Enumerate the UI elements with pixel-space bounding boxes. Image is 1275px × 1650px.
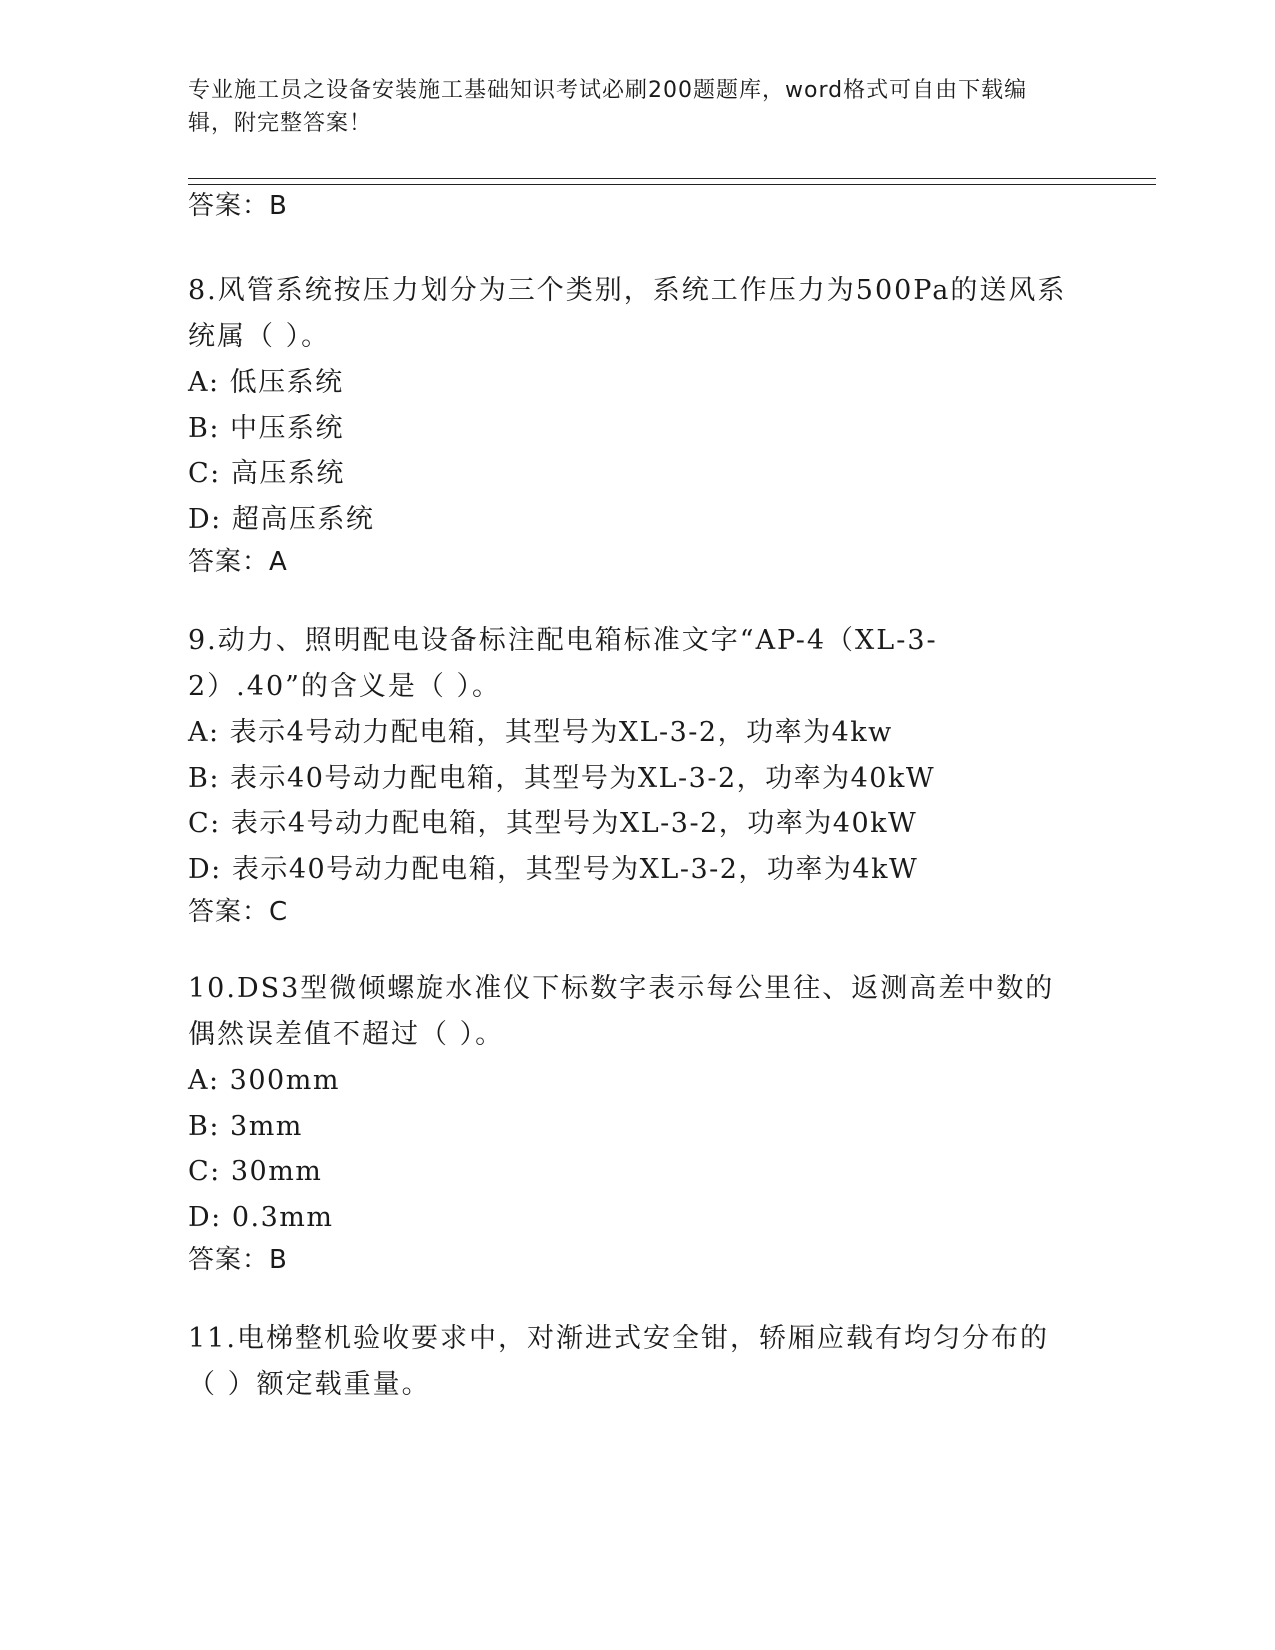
document-header: 专业施工员之设备安装施工基础知识考试必刷200题题库，word格式可自由下载编辑，附完整答案！: [188, 78, 1028, 136]
option-a: A: 表示4号动力配电箱，其型号为XL-3-2，功率为4kw: [188, 717, 893, 748]
question-text: 11.电梯整机验收要求中，对渐进式安全钳，轿厢应载有均匀分布的（ ）额定载重量。: [188, 1323, 1049, 1400]
answer-label: 答案：B: [188, 1245, 288, 1275]
answer-label: 答案：A: [188, 547, 288, 577]
option-d: D: 表示40号动力配电箱，其型号为XL-3-2，功率为4kW: [188, 853, 919, 885]
option-b: B: 中压系统: [188, 412, 345, 444]
header-divider-second: [188, 184, 1156, 185]
answer-label: 答案：B: [188, 191, 288, 221]
question-8: [188, 268, 1088, 582]
header-divider: [188, 178, 1156, 179]
question-text: 9.动力、照明配电设备标注配电箱标准文字“AP-4（XL-3-2）.40”的含义是（ ）。: [188, 625, 938, 702]
option-b: B: 3mm: [188, 1110, 303, 1142]
option-a: A: 低压系统: [188, 367, 344, 398]
question-text: 10.DS3型微倾螺旋水准仪下标数字表示每公里往、返测高差中数的偶然误差值不超过（ ）。: [188, 973, 1055, 1050]
option-a: A: 300mm: [188, 1065, 340, 1096]
question-10: [188, 966, 1088, 1280]
question-text: 8.风管系统按压力划分为三个类别，系统工作压力为500Pa的送风系统属（ ）。: [188, 275, 1067, 352]
option-d: D: 0.3mm: [188, 1201, 334, 1233]
option-c: C: 表示4号动力配电箱，其型号为XL-3-2，功率为40kW: [188, 808, 918, 839]
option-b: B: 表示40号动力配电箱，其型号为XL-3-2，功率为40kW: [188, 762, 936, 794]
option-c: C: 高压系统: [188, 458, 345, 489]
option-d: D: 超高压系统: [188, 503, 375, 535]
answer-label: 答案：C: [188, 897, 289, 927]
option-c: C: 30mm: [188, 1156, 323, 1187]
question-9: [188, 618, 1088, 932]
question-11: [188, 1316, 1088, 1408]
